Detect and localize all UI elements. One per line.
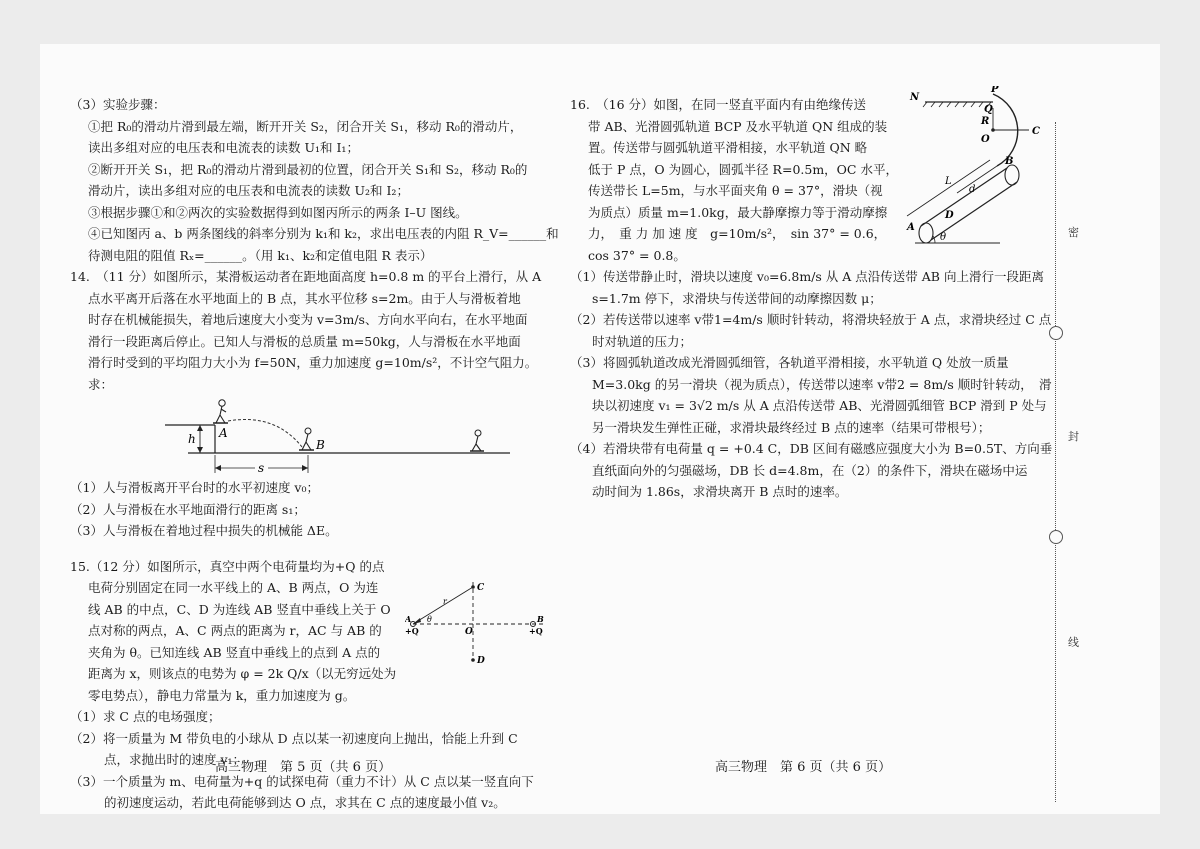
q15-c-label: C bbox=[477, 582, 485, 593]
q15-r-label: r bbox=[443, 596, 447, 606]
q15-o-label: O bbox=[465, 626, 473, 637]
q16-part3-line3: 块以初速度 v₁ = 3√2 m/s 从 A 点沿传送带 AB、光滑圆弧细管 BCP 滑到 P 处与 bbox=[592, 398, 1047, 413]
binding-hole-upper bbox=[1049, 326, 1063, 340]
page-6-footer: 高三物理 第 6 页（共 6 页） bbox=[715, 760, 892, 775]
q16-d-point-label: D bbox=[945, 210, 954, 221]
binding-char-feng: 封 bbox=[1068, 430, 1079, 443]
q15-d-label: D bbox=[477, 655, 485, 666]
binding-hole-lower bbox=[1049, 530, 1063, 544]
q15-part2-line1: （2）将一质量为 M 带负电的小球从 D 点以某一初速度向上抛出，恰能上升到 C bbox=[70, 730, 518, 746]
q16-part4-line2: 直纸面向外的匀强磁场，DB 长 d=4.8m，在（2）的条件下，滑块在磁场中运 bbox=[592, 462, 1028, 478]
q14-line5: 滑行时受到的平均阻力大小为 f=50N，重力加速度 g=10m/s²，不计空气阻力。 bbox=[88, 355, 538, 370]
q15-line3: 线 AB 的中点，C、D 为连线 AB 竖直中垂线上关于 O bbox=[88, 601, 391, 617]
q16-a-label: A bbox=[907, 222, 915, 233]
q16-conveyor-figure bbox=[905, 86, 1070, 251]
q14-s-label: s bbox=[258, 461, 265, 475]
q14-part3: （3）人与滑板在着地过程中损失的机械能 ΔE。 bbox=[70, 523, 338, 538]
q16-c-label: C bbox=[1032, 126, 1040, 137]
q16-n-label: N bbox=[910, 92, 920, 103]
skater-icon-end bbox=[470, 430, 484, 451]
q15-part3-line2: 的初速度运动，若此电荷能够到达 O 点，求其在 C 点的速度最小值 v₂。 bbox=[104, 795, 506, 810]
q16-q-label: Q bbox=[984, 104, 993, 115]
skater-icon-a bbox=[213, 400, 228, 423]
q16-part1-line1: （1）传送带静止时，滑块以速度 v₀=6.8m/s 从 A 点沿传送带 AB 向上滑行一段距离 bbox=[570, 269, 1044, 284]
q13-step-heading: （3）实验步骤： bbox=[70, 97, 166, 112]
q13-step1-line1: ①把 R₀的滑动片滑到最左端，断开开关 S₂，闭合开关 S₁，移动 R₀的滑动片， bbox=[88, 118, 523, 134]
q16-p-label: P bbox=[991, 86, 999, 95]
q15-part3-line1: （3）一个质量为 m、电荷量为+q 的试探电荷（重力不计）从 C 点以某一竖直向下 bbox=[70, 773, 534, 789]
q14-point-a-label: A bbox=[219, 426, 228, 440]
page-5-footer: 高三物理 第 5 页（共 6 页） bbox=[215, 760, 392, 775]
q16-part3-line1: （3）将圆弧轨道改成光滑圆弧细管，各轨道平滑相接，水平轨道 Q 处放一质量 bbox=[570, 355, 1009, 370]
q15-charge-figure bbox=[405, 572, 555, 672]
q16-part4-line1: （4）若滑块带有电荷量 q = +0.4 C，DB 区间有磁感应强度大小为 B=0.5T、方向垂 bbox=[570, 441, 1053, 456]
q13-step4-line2: 待测电阻的阻值 Rₓ=______。（用 k₁、k₂和定值电阻 R 表示） bbox=[88, 247, 433, 263]
q15-part2-line2: 点，求抛出时的速度 v₁； bbox=[104, 752, 246, 767]
q16-theta-label: θ bbox=[940, 232, 947, 243]
q14-part2: （2）人与滑板在水平地面滑行的距离 s₁； bbox=[70, 501, 306, 517]
q16-part3-line2: M=3.0kg 的另一滑块（视为质点），传送带以速率 v带2 = 8m/s 顺时针转动， 滑 bbox=[592, 376, 1052, 392]
q15-line2: 电荷分别固定在同一水平线上的 A、B 两点，O 为连 bbox=[88, 580, 379, 595]
q16-line2: 带 AB、光滑圆弧轨道 BCP 及水平轨道 QN 组成的装 bbox=[588, 118, 888, 134]
q14-line1: 14. （11 分）如图所示，某滑板运动者在距地面高度 h=0.8 m 的平台上滑行，从 A bbox=[70, 269, 542, 284]
q14-line2: 点水平离开后落在水平地面上的 B 点，其水平位移 s=2m。由于人与滑板着地 bbox=[88, 290, 521, 306]
q16-part1-line2: s=1.7m 停下，求滑块与传送带间的动摩擦因数 μ； bbox=[592, 290, 882, 306]
page-6-column bbox=[570, 86, 1075, 503]
q15-line1: 15.（12 分）如图所示，真空中两个电荷量均为+Q 的点 bbox=[70, 558, 385, 574]
q16-line1: 16. （16 分）如图，在同一竖直平面内有由绝缘传送 bbox=[570, 97, 867, 112]
q16-part4-line3: 动时间为 1.86s，求滑块离开 B 点时的速率。 bbox=[592, 484, 848, 499]
q14-skateboard-figure bbox=[70, 395, 585, 477]
q16-line6: 为质点）质量 m=1.0kg，最大静摩擦力等于滑动摩擦 bbox=[588, 204, 888, 220]
binding-char-xian: 线 bbox=[1068, 636, 1079, 649]
q14-line3: 时存在机械能损失，着地后速度大小变为 v=3m/s、方向水平向右，在水平地面 bbox=[88, 312, 528, 327]
q14-point-b-label: B bbox=[316, 438, 325, 452]
q13-step1-line2: 读出多组对应的电压表和电流表的读数 U₁和 I₁； bbox=[88, 140, 359, 155]
binding-line bbox=[1055, 122, 1056, 802]
q15-charge-b-label: +Q bbox=[529, 625, 543, 636]
q15-line6: 距离为 x，则该点的电势为 φ = 2k Q/x（以无穷远处为 bbox=[88, 666, 397, 681]
q15-theta-label: θ bbox=[427, 614, 432, 624]
page-5-column bbox=[70, 94, 585, 814]
q15-part1: （1）求 C 点的电场强度； bbox=[70, 709, 221, 724]
q15-charge-a-label: +Q bbox=[405, 625, 419, 636]
binding-char-mi: 密 bbox=[1068, 226, 1079, 239]
q16-line3: 置。传送带与圆弧轨道平滑相接，水平轨道 QN 略 bbox=[588, 140, 868, 155]
q16-part2-line1: （2）若传送带以速率 v带1=4m/s 顺时针转动，将滑块轻放于 A 点，求滑块经过 C 点 bbox=[570, 312, 1052, 327]
q16-line7: 力， 重 力 加 速 度 g=10m/s²， sin 37° = 0.6， bbox=[588, 226, 887, 241]
q14-trajectory bbox=[228, 419, 302, 447]
q15-line7: 零电势点），静电力常量为 k，重力加速度为 g。 bbox=[88, 687, 356, 703]
q16-l-label: L bbox=[945, 176, 952, 187]
exam-sheet bbox=[40, 44, 1160, 814]
q13-step3: ③根据步骤①和②两次的实验数据得到如图丙所示的两条 I–U 图线。 bbox=[88, 204, 468, 220]
q15-line4: 点对称的两点，A、C 两点的距离为 r，AC 与 AB 的 bbox=[88, 623, 382, 638]
q14-line4: 滑行一段距离后停止。已知人与滑板的总质量 m=50kg，人与滑板在水平地面 bbox=[88, 333, 521, 349]
q13-step2-line2: 滑动片，读出多组对应的电压表和电流表的读数 U₂和 I₂； bbox=[88, 183, 409, 198]
q14-part1: （1）人与滑板离开平台时的水平初速度 v₀； bbox=[70, 480, 319, 495]
q14-h-label: h bbox=[188, 432, 196, 446]
q15-b-label: B bbox=[537, 613, 544, 624]
q16-part3-line4: 另一滑块发生弹性正碰，求滑块最终经过 B 点的速率（结果可带根号）； bbox=[592, 419, 991, 435]
q14-line6: 求： bbox=[88, 376, 114, 392]
q15-line5: 夹角为 θ。已知连线 AB 竖直中垂线上的点到 A 点的 bbox=[88, 644, 381, 660]
q16-d-length-label: d bbox=[969, 184, 976, 195]
q16-line5: 传送带长 L=5m，与水平面夹角 θ = 37°，滑块（视 bbox=[588, 183, 883, 198]
q16-b-label: B bbox=[1005, 156, 1014, 167]
q13-step4-line1: ④已知图丙 a、b 两条图线的斜率分别为 k₁和 k₂，求出电压表的内阻 R_V=______和 bbox=[88, 226, 559, 241]
q16-r-label: R bbox=[981, 116, 990, 127]
q16-part2-line2: 时对轨道的压力； bbox=[592, 333, 693, 349]
q16-o-label: O bbox=[981, 134, 990, 145]
q13-step2-line1: ②断开开关 S₁，把 R₀的滑动片滑到最初的位置，闭合开关 S₁和 S₂，移动 R₀的 bbox=[88, 161, 528, 177]
q15-a-label: A bbox=[405, 613, 412, 624]
q16-line8: cos 37° = 0.8。 bbox=[588, 247, 686, 263]
q16-line4: 低于 P 点，O 为圆心，圆弧半径 R=0.5m，OC 水平， bbox=[588, 161, 898, 177]
